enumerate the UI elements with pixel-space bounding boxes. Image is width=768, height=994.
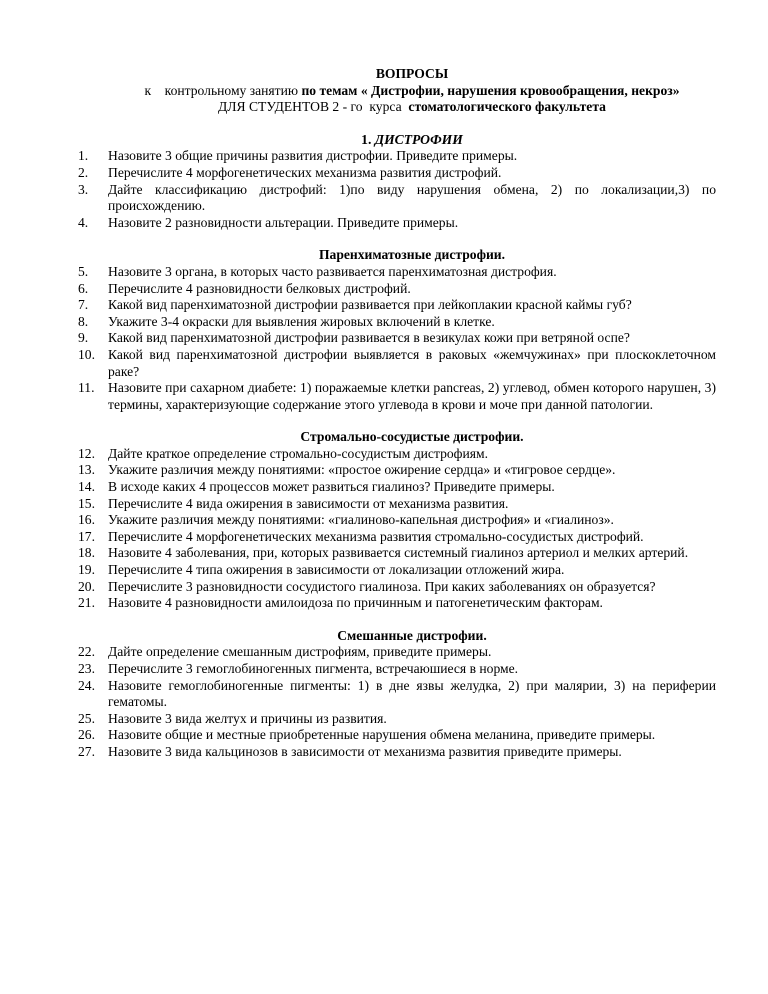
question-item xyxy=(78,297,716,314)
question-text: В исходе каких 4 процессов может развиться гиалиноз? Приведите примеры. xyxy=(108,479,555,495)
question-number: 8. xyxy=(78,313,89,329)
question-text: Перечислите 4 разновидности белковых дистрофий. xyxy=(108,280,411,296)
question-number: 15. xyxy=(78,495,95,511)
question-text: Назовите гемоглобиногенные пигменты: 1) в дне язвы желудка, 2) при малярии, 3) на периферии гематомы. xyxy=(108,677,716,710)
question-text: Укажите 3-4 окраски для выявления жировых включений в клетке. xyxy=(108,313,495,329)
question-text: Укажите различия между понятиями: «простое ожирение сердца» и «тигровое сердце». xyxy=(108,462,616,478)
question-number: 11. xyxy=(78,380,95,396)
document-subtitle xyxy=(108,83,716,100)
question-text: Назовите 2 разновидности альтерации. Приведите примеры. xyxy=(108,214,459,230)
question-number: 25. xyxy=(78,710,95,726)
question-item xyxy=(78,595,716,612)
section-heading: Смешанные дистрофии. xyxy=(337,627,487,643)
question-item xyxy=(78,677,716,711)
question-item xyxy=(78,164,716,182)
question-text: Перечислите 4 вида ожирения в зависимости от механизма развития. xyxy=(108,495,509,511)
question-list xyxy=(78,445,716,612)
section-heading: Паренхиматозные дистрофии. xyxy=(318,247,506,263)
question-item xyxy=(78,661,716,678)
question-item xyxy=(78,644,716,661)
question-number: 16. xyxy=(78,512,95,528)
question-number: 22. xyxy=(78,644,95,660)
question-text: Дайте классификацию дистрофий: 1)по виду нарушения обмена, 2) по локализации,3) по происхождению. xyxy=(108,181,716,214)
question-text: Дайте определение смешанным дистрофиям, приведите примеры. xyxy=(108,644,492,660)
question-list xyxy=(78,644,716,760)
question-number: 20. xyxy=(78,578,95,594)
question-item xyxy=(78,727,716,744)
question-number: 14. xyxy=(78,479,95,495)
question-item xyxy=(78,313,716,331)
question-text: Назовите 4 разновидности амилоидоза по причинным и патогенетическим факторам. xyxy=(108,595,603,611)
question-item xyxy=(78,562,716,579)
question-item xyxy=(78,710,716,728)
question-number: 12. xyxy=(78,445,95,461)
question-text: Назовите 3 вида кальцинозов в зависимости от механизма развития приведите примеры. xyxy=(108,743,622,759)
section-title: ДИСТРОФИИ xyxy=(374,131,463,147)
question-number: 7. xyxy=(78,297,89,313)
question-number: 18. xyxy=(78,545,95,561)
question-text: Укажите различия между понятиями: «гиалиново-капельная дистрофия» и «гиалиноз». xyxy=(108,512,614,528)
question-item xyxy=(78,346,716,380)
question-text: Назовите 4 заболевания, при, которых развивается системный гиалиноз артериол и мелких артерий. xyxy=(108,545,689,561)
question-item xyxy=(78,181,716,215)
question-number: 9. xyxy=(78,330,89,346)
question-item xyxy=(78,512,716,529)
question-list xyxy=(78,263,716,413)
question-text: Назовите при сахарном диабете: 1) поражаемые клетки pancreas, 2) углевод, обмен которого нарушен, 3) термины, характеризующие содержание этого углевода в крови и моче при данной патологии. xyxy=(108,380,716,412)
question-list xyxy=(78,148,716,231)
audience-prefix: ДЛЯ СТУДЕНТОВ 2 - го курса xyxy=(218,99,409,115)
question-number: 13. xyxy=(78,462,95,478)
question-number: 5. xyxy=(78,263,89,279)
question-item xyxy=(78,263,716,281)
question-item xyxy=(78,545,716,562)
audience-faculty: стоматологического факультета xyxy=(408,99,606,115)
question-number: 17. xyxy=(78,528,95,544)
question-number: 3. xyxy=(78,181,89,197)
section-number: 1. xyxy=(361,131,372,147)
question-number: 19. xyxy=(78,562,95,578)
question-text: Какой вид паренхиматозной дистрофии выявляется в раковых «жемчужинах» при плоскоклеточном раке? xyxy=(108,346,716,379)
question-text: Назовите общие и местные приобретенные нарушения обмена меланина, приведите примеры. xyxy=(108,727,656,743)
question-text: Перечислите 4 морфогенетических механизма развития дистрофий. xyxy=(108,164,502,180)
question-item xyxy=(78,578,716,596)
question-number: 2. xyxy=(78,164,89,180)
subtitle-topics: по темам « Дистрофии, нарушения кровообращения, некроз» xyxy=(301,82,680,98)
document-audience xyxy=(108,99,716,116)
question-number: 27. xyxy=(78,743,95,759)
question-item xyxy=(78,330,716,347)
question-number: 4. xyxy=(78,214,89,230)
document-title: ВОПРОСЫ xyxy=(375,66,449,81)
question-number: 23. xyxy=(78,661,95,676)
section-heading: Стромально-сосудистые дистрофии. xyxy=(300,429,524,445)
question-item xyxy=(78,380,716,413)
question-number: 6. xyxy=(78,280,89,296)
question-item xyxy=(78,495,716,513)
question-item xyxy=(78,280,716,298)
question-item xyxy=(78,462,716,479)
question-text: Перечислите 3 разновидности сосудистого гиалиноза. При каких заболеваниях он образуется? xyxy=(108,578,656,594)
question-text: Назовите 3 общие причины развития дистрофии. Приведите примеры. xyxy=(108,148,518,164)
question-text: Какой вид паренхиматозной дистрофии развивается при лейкоплакии красной каймы губ? xyxy=(108,297,632,313)
question-item xyxy=(78,479,716,496)
question-text: Перечислите 3 гемоглобиногенных пигмента, встречаюшиеся в норме. xyxy=(108,661,519,676)
question-number: 24. xyxy=(78,677,95,693)
question-number: 10. xyxy=(78,346,95,362)
question-number: 26. xyxy=(78,727,95,743)
question-text: Перечислите 4 морфогенетических механизма развития стромально-сосудистых дистрофий. xyxy=(108,528,644,544)
question-text: Назовите 3 вида желтух и причины из развития. xyxy=(108,710,387,726)
question-item xyxy=(78,148,716,165)
question-text: Перечислите 4 типа ожирения в зависимости от локализации отложений жира. xyxy=(108,562,565,578)
question-text: Назовите 3 органа, в которых часто развивается паренхиматозная дистрофия. xyxy=(108,263,557,279)
question-item xyxy=(78,214,716,232)
subtitle-prefix: к контрольному занятию xyxy=(144,82,302,98)
question-sections xyxy=(78,148,716,760)
question-item xyxy=(78,528,716,546)
question-item xyxy=(78,743,716,761)
section-heading-dystrophies xyxy=(108,132,716,149)
question-number: 21. xyxy=(78,595,95,611)
question-text: Какой вид паренхиматозной дистрофии развивается в везикулах кожи при ветряной оспе? xyxy=(108,330,630,346)
question-number: 1. xyxy=(78,148,89,164)
question-text: Дайте краткое определение стромально-сосудистым дистрофиям. xyxy=(108,445,489,461)
question-item xyxy=(78,445,716,463)
